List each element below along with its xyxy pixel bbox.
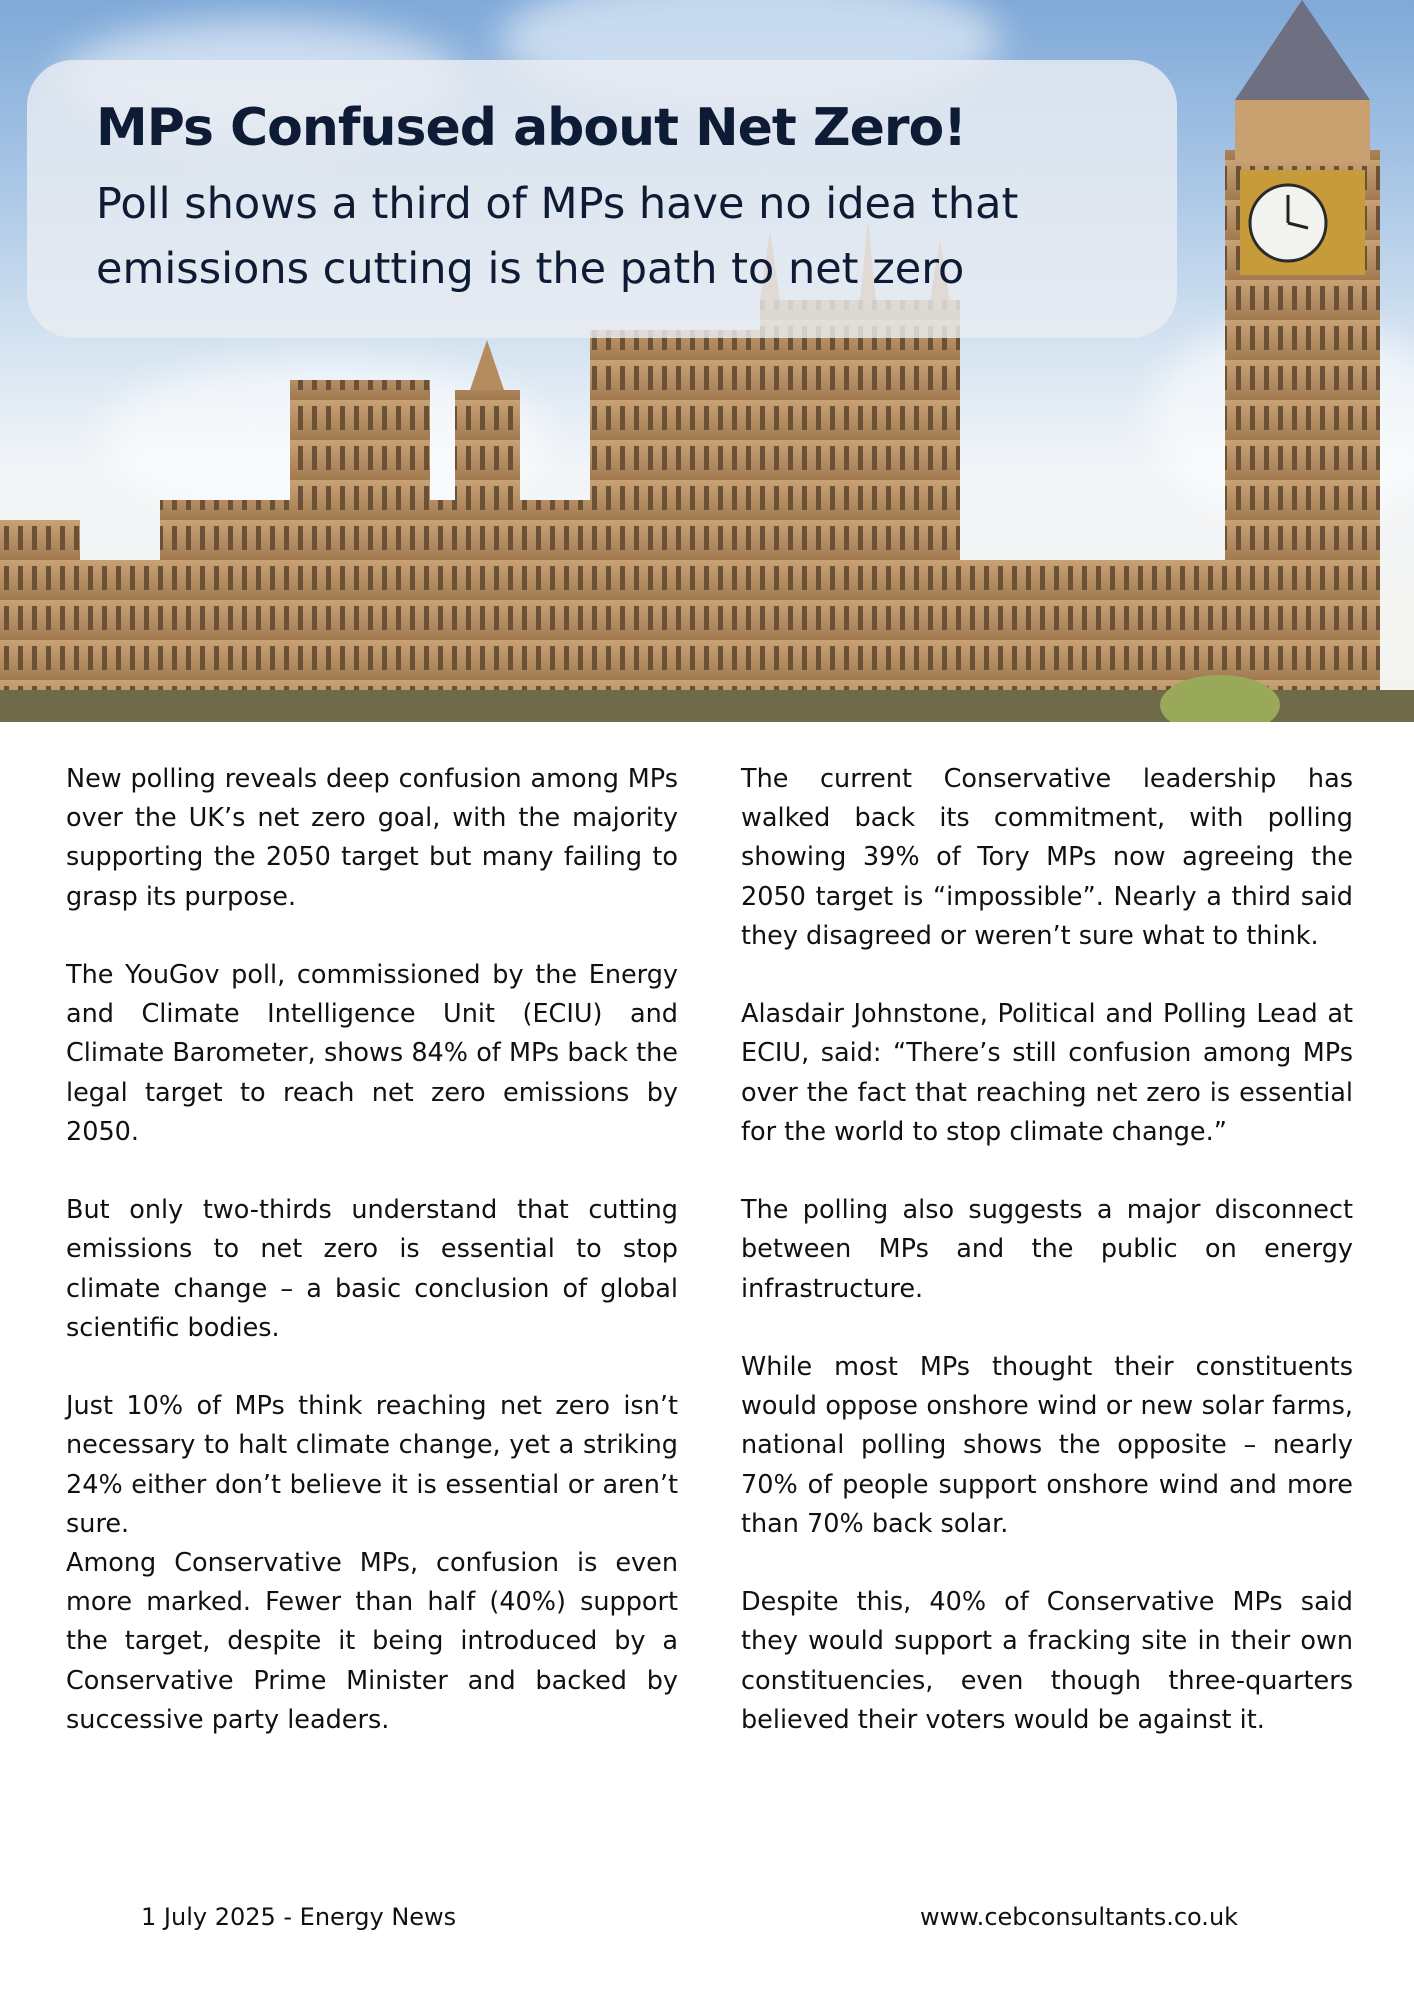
footer-website-link[interactable]: www.cebconsultants.co.uk [920,1903,1239,1931]
page-title: MPs Confused about Net Zero! [96,98,966,158]
paragraph: Among Conservative MPs, confusion is even more marked. Fewer than half (40%) support the target, despite it being introduced by a Conservative Prime Minister and backed by successive party leaders. [66,1548,678,1735]
paragraph: The YouGov poll, commissioned by the Energy and Climate Intelligence Unit (ECIU) and Climate Barometer, shows 84% of MPs back the legal target to reach net zero emissions by 2050. [66,960,678,1147]
paragraph: Despite this, 40% of Conservative MPs said they would support a fracking site in their own constituencies, even though three-quarters believed their voters would be against it. [741,1587,1353,1735]
paragraph: While most MPs thought their constituents would oppose onshore wind or new solar farms, national polling shows the opposite – nearly 70% of people support onshore wind and more than 70% back solar. [741,1352,1353,1539]
footer-date: 1 July 2025 - Energy News [141,1903,457,1931]
paragraph: The polling also suggests a major disconnect between MPs and the public on energy infrastructure. [741,1195,1353,1304]
paragraph: But only two-thirds understand that cutting emissions to net zero is essential to stop climate change – a basic conclusion of global scientific bodies. [66,1195,678,1343]
paragraph: Alasdair Johnstone, Political and Polling Lead at ECIU, said: “There’s still confusion among MPs over the fact that reaching net zero is essential for the world to stop climate change.” [741,999,1353,1147]
page-subtitle: Poll shows a third of MPs have no idea that emissions cutting is the path to net zero [96,179,1019,294]
hero-image [0,0,1414,722]
article-left-column [66,760,678,1779]
paragraph: The current Conservative leadership has walked back its commitment, with polling showing 39% of Tory MPs now agreeing the 2050 target is “impossible”. Nearly a third said they disagreed or weren’t sure what to think. [741,764,1353,951]
article-right-column [741,760,1353,1779]
paragraph: Just 10% of MPs think reaching net zero isn’t necessary to halt climate change, yet a striking 24% either don’t believe it is essential or aren’t sure. [66,1391,678,1539]
paragraph: New polling reveals deep confusion among MPs over the UK’s net zero goal, with the majority supporting the 2050 target but many failing to grasp its purpose. [66,764,678,912]
